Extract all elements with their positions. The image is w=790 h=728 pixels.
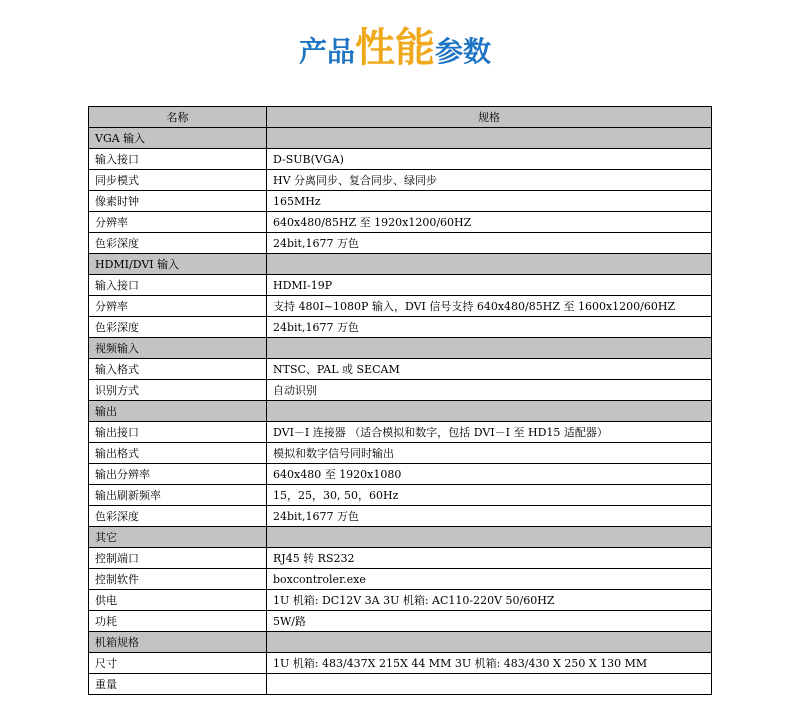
row-name: 输出分辨率 — [89, 464, 267, 485]
section-spec-empty — [267, 632, 712, 653]
row-name: 像素时钟 — [89, 191, 267, 212]
row-value: boxcontroler.exe — [267, 569, 712, 590]
title-part-1: 产品 — [298, 35, 355, 68]
table-header-row — [89, 107, 712, 128]
row-name: 尺寸 — [89, 653, 267, 674]
title-part-3: 参数 — [435, 35, 492, 68]
section-title: 视频输入 — [89, 338, 267, 359]
section-title: HDMI/DVI 输入 — [89, 254, 267, 275]
row-value: 640x480 至 1920x1080 — [267, 464, 712, 485]
row-name: 色彩深度 — [89, 317, 267, 338]
row-value: HDMI-19P — [267, 275, 712, 296]
row-name: 输入格式 — [89, 359, 267, 380]
header-spec: 规格 — [267, 107, 712, 128]
row-name: 输出刷新频率 — [89, 485, 267, 506]
table-row — [89, 674, 712, 695]
section-row — [89, 338, 712, 359]
table-row — [89, 359, 712, 380]
row-value: 24bit,1677 万色 — [267, 317, 712, 338]
section-title: 输出 — [89, 401, 267, 422]
table-row — [89, 422, 712, 443]
table-body — [89, 128, 712, 695]
row-name: 供电 — [89, 590, 267, 611]
row-name: 功耗 — [89, 611, 267, 632]
row-name: 分辨率 — [89, 296, 267, 317]
table-row — [89, 611, 712, 632]
table-row — [89, 548, 712, 569]
row-value: 模拟和数字信号同时输出 — [267, 443, 712, 464]
title-part-2: 性能 — [355, 25, 435, 71]
row-value: DVI－I 连接器 （适合模拟和数字，包括 DVI－I 至 HD15 适配器） — [267, 422, 712, 443]
section-row — [89, 632, 712, 653]
row-value: 自动识别 — [267, 380, 712, 401]
table-row — [89, 149, 712, 170]
table-row — [89, 590, 712, 611]
row-value: 5W/路 — [267, 611, 712, 632]
row-name: 控制软件 — [89, 569, 267, 590]
section-row — [89, 527, 712, 548]
section-spec-empty — [267, 401, 712, 422]
row-name: 重量 — [89, 674, 267, 695]
row-value: 24bit,1677 万色 — [267, 233, 712, 254]
row-name: 输出格式 — [89, 443, 267, 464]
table-row — [89, 569, 712, 590]
row-name: 控制端口 — [89, 548, 267, 569]
row-value: HV 分离同步、复合同步、绿同步 — [267, 170, 712, 191]
section-row — [89, 254, 712, 275]
row-name: 分辨率 — [89, 212, 267, 233]
section-spec-empty — [267, 128, 712, 149]
row-name: 同步模式 — [89, 170, 267, 191]
row-value: 165MHz — [267, 191, 712, 212]
row-name: 色彩深度 — [89, 233, 267, 254]
row-value: 1U 机箱: 483/437X 215X 44 MM 3U 机箱: 483/430 X 250 X 130 MM — [267, 653, 712, 674]
table-row — [89, 380, 712, 401]
table-row — [89, 275, 712, 296]
section-spec-empty — [267, 254, 712, 275]
table-row — [89, 653, 712, 674]
row-name: 输出接口 — [89, 422, 267, 443]
row-value: 支持 480I~1080P 输入，DVI 信号支持 640x480/85HZ 至 1600x1200/60HZ — [267, 296, 712, 317]
spec-table — [88, 106, 712, 695]
header-name: 名称 — [89, 107, 267, 128]
row-name: 识别方式 — [89, 380, 267, 401]
row-name: 输入接口 — [89, 149, 267, 170]
table-row — [89, 464, 712, 485]
section-spec-empty — [267, 338, 712, 359]
table-row — [89, 233, 712, 254]
table-row — [89, 506, 712, 527]
row-value: 1U 机箱: DC12V 3A 3U 机箱: AC110-220V 50/60HZ — [267, 590, 712, 611]
section-spec-empty — [267, 527, 712, 548]
row-value: 24bit,1677 万色 — [267, 506, 712, 527]
table-row — [89, 191, 712, 212]
table-row — [89, 443, 712, 464]
row-name: 输入接口 — [89, 275, 267, 296]
section-title: 机箱规格 — [89, 632, 267, 653]
table-row — [89, 317, 712, 338]
section-title: 其它 — [89, 527, 267, 548]
row-value: NTSC、PAL 或 SECAM — [267, 359, 712, 380]
table-row — [89, 296, 712, 317]
row-value — [267, 674, 712, 695]
section-row — [89, 128, 712, 149]
row-value: RJ45 转 RS232 — [267, 548, 712, 569]
row-value: 640x480/85HZ 至 1920x1200/60HZ — [267, 212, 712, 233]
row-value: D-SUB(VGA) — [267, 149, 712, 170]
section-row — [89, 401, 712, 422]
row-value: 15，25，30, 50，60Hz — [267, 485, 712, 506]
table-row — [89, 212, 712, 233]
page-title — [0, 18, 790, 86]
section-title: VGA 输入 — [89, 128, 267, 149]
table-row — [89, 485, 712, 506]
row-name: 色彩深度 — [89, 506, 267, 527]
table-row — [89, 170, 712, 191]
